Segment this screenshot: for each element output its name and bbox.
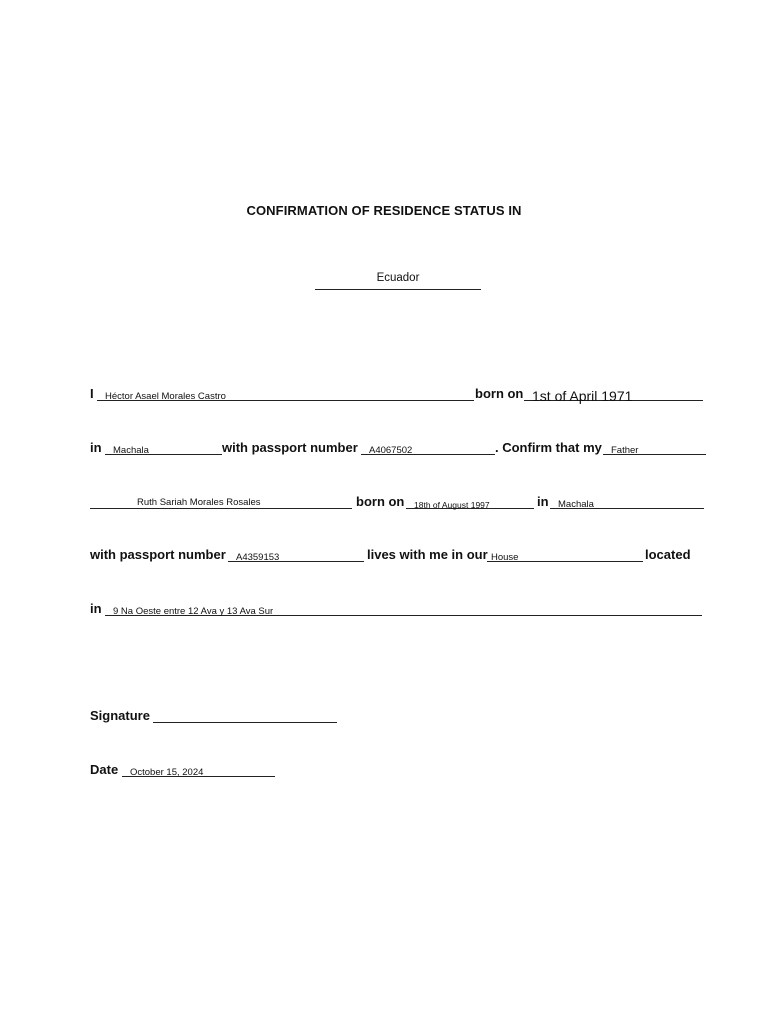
signature-row xyxy=(0,708,768,728)
relationship-field[interactable] xyxy=(603,438,706,455)
declarant-birthplace-field[interactable] xyxy=(105,438,222,455)
residence-type-field[interactable] xyxy=(487,545,643,562)
date-field[interactable] xyxy=(122,760,275,777)
address-field[interactable] xyxy=(105,599,702,616)
label-date: Date xyxy=(90,762,119,777)
label-i: I xyxy=(90,386,94,401)
address-row xyxy=(0,601,768,621)
declarant-name-value: Héctor Asael Morales Castro xyxy=(105,391,226,402)
label-born-on-1: born on xyxy=(475,386,524,401)
resident-birth-date-field[interactable] xyxy=(406,492,534,509)
label-lives-with-me: lives with me in our xyxy=(367,547,488,562)
resident-passport-value: A4359153 xyxy=(236,552,280,563)
declarant-passport-field[interactable] xyxy=(361,438,495,455)
date-value: October 15, 2024 xyxy=(130,767,204,778)
declarant-birth-date-value: 1st of April 1971 xyxy=(532,388,633,404)
declarant-birthplace-value: Machala xyxy=(113,445,149,456)
birthplace-passport-row xyxy=(0,440,768,460)
resident-birthplace-field[interactable] xyxy=(550,492,704,509)
label-confirm-that-my: . Confirm that my xyxy=(495,440,602,455)
label-born-on-2: born on xyxy=(356,494,405,509)
resident-row xyxy=(0,494,768,514)
country-value: Ecuador xyxy=(376,272,420,284)
signature-field[interactable] xyxy=(153,706,337,723)
country-field[interactable] xyxy=(315,272,481,290)
declarant-row xyxy=(0,386,768,406)
resident-passport-field[interactable] xyxy=(228,545,364,562)
resident-name-value: Ruth Sariah Morales Rosales xyxy=(137,497,261,508)
resident-passport-row xyxy=(0,547,768,567)
declarant-name-field[interactable] xyxy=(97,384,474,401)
label-in-1: in xyxy=(90,440,102,455)
declarant-passport-value: A4067502 xyxy=(369,445,413,456)
label-passport-1: with passport number xyxy=(222,440,358,455)
label-passport-2: with passport number xyxy=(90,547,226,562)
address-value: 9 Na Oeste entre 12 Ava y 13 Ava Sur xyxy=(113,606,274,617)
residence-type-value: House xyxy=(491,552,519,563)
resident-birthplace-value: Machala xyxy=(558,499,594,510)
relationship-value: Father xyxy=(611,445,639,456)
label-located: located xyxy=(645,547,691,562)
resident-birth-date-value: 18th of August 1997 xyxy=(414,500,490,510)
declarant-birth-date-field[interactable] xyxy=(524,384,703,404)
label-in-2: in xyxy=(537,494,549,509)
label-signature: Signature xyxy=(90,708,150,723)
label-in-3: in xyxy=(90,601,102,616)
document-title: CONFIRMATION OF RESIDENCE STATUS IN xyxy=(246,203,522,218)
date-row xyxy=(0,762,768,782)
resident-name-field[interactable] xyxy=(90,492,352,509)
